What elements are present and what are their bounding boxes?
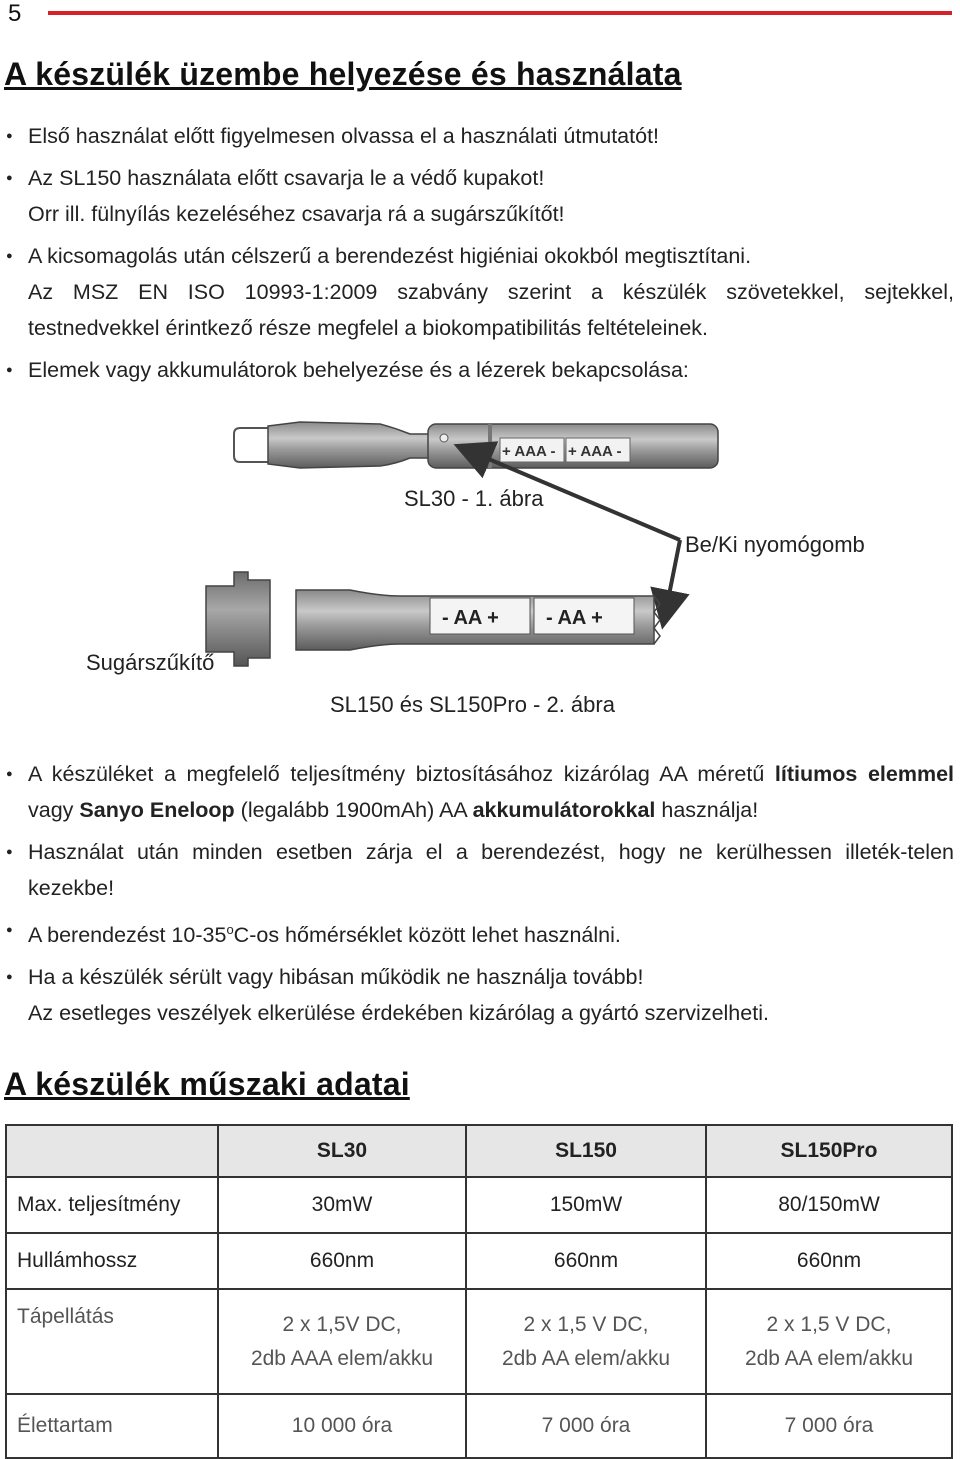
text-run: vagy: [28, 798, 80, 822]
cell-text: Tápellátás: [17, 1305, 114, 1328]
bullet-item: [0, 238, 960, 346]
table-cell: [706, 1289, 952, 1394]
table-cell: 660nm: [218, 1233, 466, 1289]
table-row: [6, 1394, 952, 1458]
table-row: [6, 1177, 952, 1233]
table-cell: 660nm: [706, 1233, 952, 1289]
text-run: (legalább 1900mAh) AA: [234, 798, 473, 822]
on-off-button-label: Be/Ki nyomógomb: [685, 532, 865, 557]
text-run: használja!: [655, 798, 759, 822]
bold-text: Sanyo Eneloop: [79, 798, 235, 822]
text-run: Használat után minden esetben zárja el a berendezést, hogy ne kerülhessen illeték-telen kezekbe!: [28, 840, 954, 900]
cell-line: 2 x 1,5V DC,: [282, 1312, 402, 1336]
table-header-cell: [6, 1125, 218, 1177]
bullet-line: Az MSZ EN ISO 10993-1:2009 szabvány szerint a készülék szövetekkel, sejtekkel,: [28, 280, 954, 304]
bullet-line: Orr ill. fülnyílás kezeléséhez csavarja rá a sugárszűkítőt!: [28, 202, 565, 226]
superscript: o: [226, 922, 234, 937]
sl150-battery-1-label: - AA +: [442, 607, 499, 629]
sl30-device: [234, 422, 718, 468]
table-cell: 7 000 óra: [466, 1394, 706, 1458]
bullet-item: [0, 352, 960, 388]
bullet-line: ● Az SL150 használata előtt csavarja le a védő kupakot!: [28, 166, 545, 190]
battery-insertion-figure: [0, 400, 960, 730]
nozzle-label: Sugárszűkítő: [86, 650, 215, 675]
bullet-item: [0, 756, 960, 828]
table-cell: 10 000 óra: [218, 1394, 466, 1458]
bullet-item: [0, 118, 960, 154]
table-cell: [6, 1289, 218, 1394]
bold-text: akkumulátorokkal: [472, 798, 656, 822]
bullet-item: [0, 834, 960, 906]
section-title-usage: A készülék üzembe helyezése és használata: [4, 56, 682, 92]
cell-line: 2db AAA elem/akku: [250, 1346, 434, 1370]
table-row: [6, 1233, 952, 1289]
table-header-cell: SL150: [466, 1125, 706, 1177]
cell-line: 2db AA elem/akku: [501, 1346, 671, 1370]
page-number: 5: [8, 0, 22, 27]
bullet-line: ● A kicsomagolás után célszerű a berendezést higiéniai okokból megtisztítani.: [28, 244, 752, 268]
table-cell: 80/150mW: [706, 1177, 952, 1233]
table-cell: 30mW: [218, 1177, 466, 1233]
table-header-cell: SL30: [218, 1125, 466, 1177]
sl150-figure-caption: SL150 és SL150Pro - 2. ábra: [330, 692, 615, 717]
table-cell: [218, 1289, 466, 1394]
table-cell: Élettartam: [6, 1394, 218, 1458]
bullet-line: Az esetleges veszélyek elkerülése érdekében kizárólag a gyártó szervizelheti.: [28, 1001, 769, 1026]
table-cell: 660nm: [466, 1233, 706, 1289]
sl30-figure-caption: SL30 - 1. ábra: [404, 486, 544, 511]
specs-table: [5, 1124, 953, 1459]
text-run: C-os hőmérséklet között lehet használni.: [233, 923, 621, 948]
device-illustration: [0, 400, 960, 730]
text-run: A berendezést 10-35: [28, 923, 227, 948]
usage-bullet-list-2: [0, 756, 960, 1031]
sl150-battery-2-label: - AA +: [546, 607, 603, 629]
bold-text: lítiumos elemmel: [774, 762, 954, 786]
cell-line: 2 x 1,5 V DC,: [766, 1312, 892, 1336]
table-cell: 7 000 óra: [706, 1394, 952, 1458]
table-cell: [466, 1289, 706, 1394]
bullet-line: ● Elemek vagy akkumulátorok behelyezése és a lézerek bekapcsolása:: [28, 358, 689, 382]
bullet-item: [0, 912, 960, 953]
bullet-item: [0, 959, 960, 1031]
bullet-line: ● Ha a készülék sérült vagy hibásan működik ne használja tovább!: [28, 965, 644, 990]
pointer-arrow-sl150: [666, 540, 680, 610]
bullet-item: [0, 160, 960, 232]
section-title-specs: A készülék műszaki adatai: [4, 1066, 410, 1102]
text-run: A készüléket a megfelelő teljesítmény biztosításához kizárólag AA méretű: [28, 762, 775, 786]
bullet-line: ● Első használat előtt figyelmesen olvassa el a használati útmutatót!: [28, 124, 660, 148]
bullet-line: testnedvekkel érintkező része megfelel a biokompatibilitás feltételeinek.: [28, 316, 709, 340]
cell-line: 2 x 1,5 V DC,: [523, 1312, 649, 1336]
header-rule: [48, 11, 952, 15]
table-header-cell: SL150Pro: [706, 1125, 952, 1177]
table-cell: Hullámhossz: [6, 1233, 218, 1289]
usage-bullet-list: [0, 118, 960, 388]
table-cell: Max. teljesítmény: [6, 1177, 218, 1233]
table-row: [6, 1289, 952, 1394]
table-cell: 150mW: [466, 1177, 706, 1233]
sl30-battery-2-label: + AAA -: [568, 443, 622, 460]
table-header-row: [6, 1125, 952, 1177]
cell-line: 2db AA elem/akku: [744, 1346, 914, 1370]
sl30-battery-1-label: + AAA -: [502, 443, 556, 460]
